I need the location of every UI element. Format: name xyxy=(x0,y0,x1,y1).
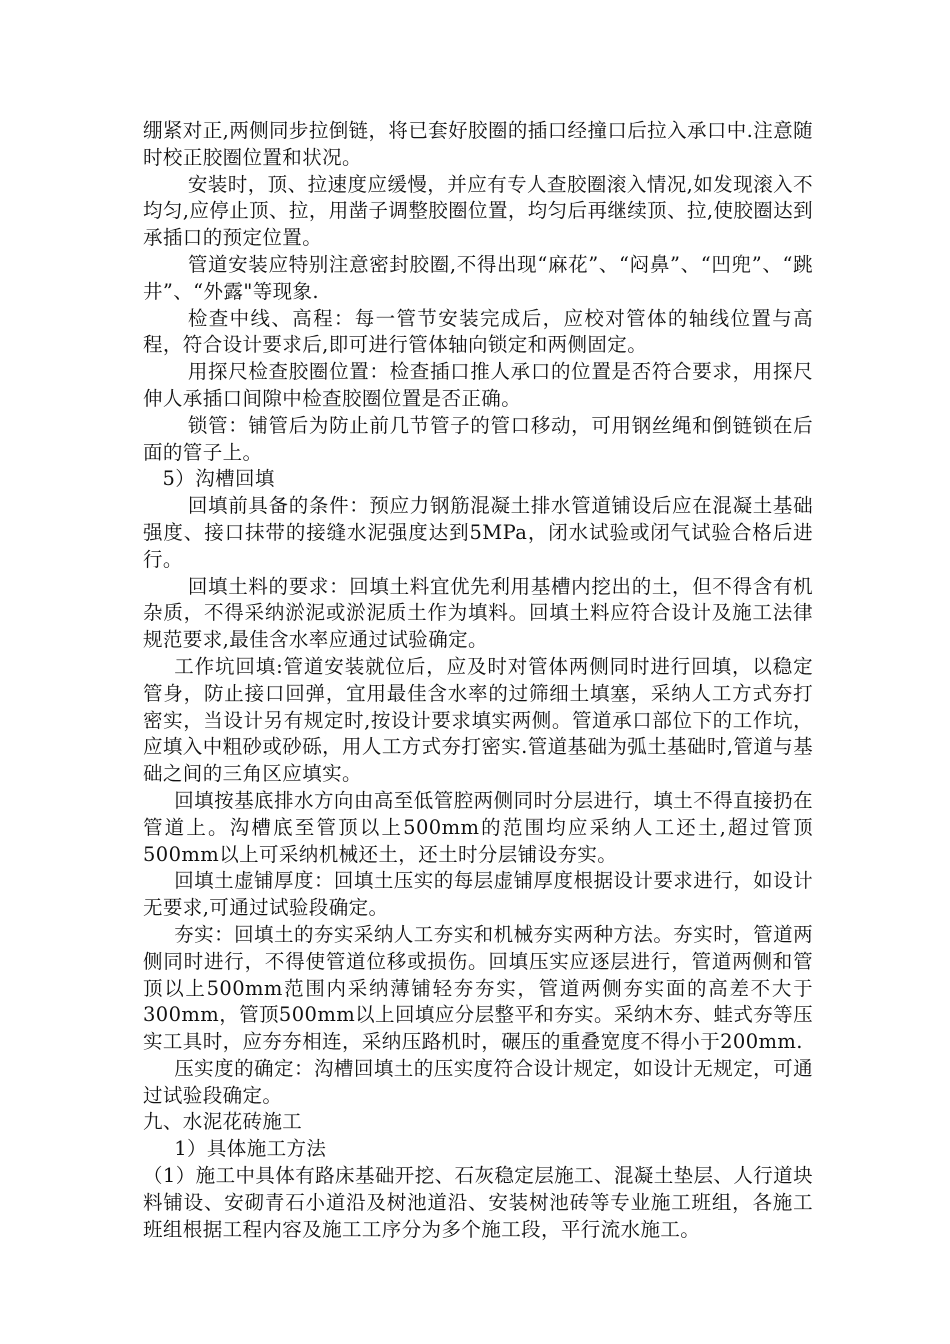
section-heading: 1）具体施工方法 xyxy=(174,1137,327,1161)
paragraph: （1）施工中具体有路床基础开挖、石灰稳定层施工、混凝土垫层、人行道块料铺设、安砌青石小道沿及树池道沿、安装树池砖等专业施工班组，各施工班组根据工程内容及施工工序分为多个施工段，平行流水施工。 xyxy=(143,1164,813,1241)
paragraph: 回填前具备的条件：预应力钢筋混凝土排水管道铺设后应在混凝土基础强度、接口抹带的接缝水泥强度达到5MPa，闭水试验或闭气试验合格后进行。 xyxy=(143,494,813,571)
paragraph: 绷紧对正,两侧同步拉倒链，将已套好胶圈的插口经撞口后拉入承口中.注意随时校正胶圈位置和状况。 xyxy=(143,119,813,169)
section-heading: 5）沟槽回填 xyxy=(162,467,275,491)
paragraph: 工作坑回填:管道安装就位后，应及时对管体两侧同时进行回填，以稳定管身，防止接口回弹，宜用最佳含水率的过筛细土填塞，采纳人工方式夯打密实，当设计另有规定时,按设计要求填实两侧。管道承口部位下的工作坑，应填入中粗砂或砂砾，用人工方式夯打密实.管道基础为弧土基础时,管道与基础之间的三角区应填实。 xyxy=(143,654,813,786)
paragraph: 回填土料的要求：回填土料宜优先利用基槽内挖出的土，但不得含有机杂质，不得采纳淤泥或淤泥质土作为填料。回填土料应符合设计及施工法律规范要求,最佳含水率应通过试验确定。 xyxy=(143,574,813,652)
paragraph: 压实度的确定：沟槽回填土的压实度符合设计规定，如设计无规定，可通过试验段确定。 xyxy=(143,1056,813,1107)
paragraph: 检查中线、高程：每一管节安装完成后，应校对管体的轴线位置与高程，符合设计要求后,即可进行管体轴向锁定和两侧固定。 xyxy=(143,306,813,357)
paragraph: 锁管：铺管后为防止前几节管子的管口移动，可用钢丝绳和倒链锁在后面的管子上。 xyxy=(143,413,813,464)
chapter-heading: 九、水泥花砖施工 xyxy=(143,1110,303,1134)
paragraph: 用探尺检查胶圈位置：检查插口推人承口的位置是否符合要求，用探尺伸人承插口间隙中检查胶圈位置是否正确。 xyxy=(143,360,813,410)
paragraph: 夯实：回填土的夯实采纳人工夯实和机械夯实两种方法。夯实时，管道两侧同时进行，不得使管道位移或损伤。回填压实应逐层进行，管道两侧和管顶以上500mm范围内采纳薄铺轻夯夯实，管道两侧夯实面的高差不大于300mm，管顶500mm以上回填应分层整平和夯实。采纳木夯、蛙式夯等压实工具时，应夯夯相连，采纳压路机时，碾压的重叠宽度不得小于200mm. xyxy=(143,922,813,1054)
document-body xyxy=(143,118,813,1243)
paragraph: 回填按基底排水方向由高至低管腔两侧同时分层进行，填土不得直接扔在管道上。沟槽底至管顶以上500mm的范围均应采纳人工还土,超过管顶500mm以上可采纳机械还土，还土时分层铺设夯实。 xyxy=(143,788,813,866)
paragraph: 管道安装应特别注意密封胶圈,不得出现“麻花”、“闷鼻”、“凹兜”、“跳井”、“外露"等现象. xyxy=(143,252,813,303)
paragraph: 安装时，顶、拉速度应缓慢，并应有专人查胶圈滚入情况,如发现滚入不均匀,应停止顶、拉，用凿子调整胶圈位置，均匀后再继续顶、拉,使胶圈达到承插口的预定位置。 xyxy=(143,172,813,250)
paragraph: 回填土虚铺厚度：回填土压实的每层虚铺厚度根据设计要求进行，如设计无要求,可通过试验段确定。 xyxy=(143,869,813,920)
